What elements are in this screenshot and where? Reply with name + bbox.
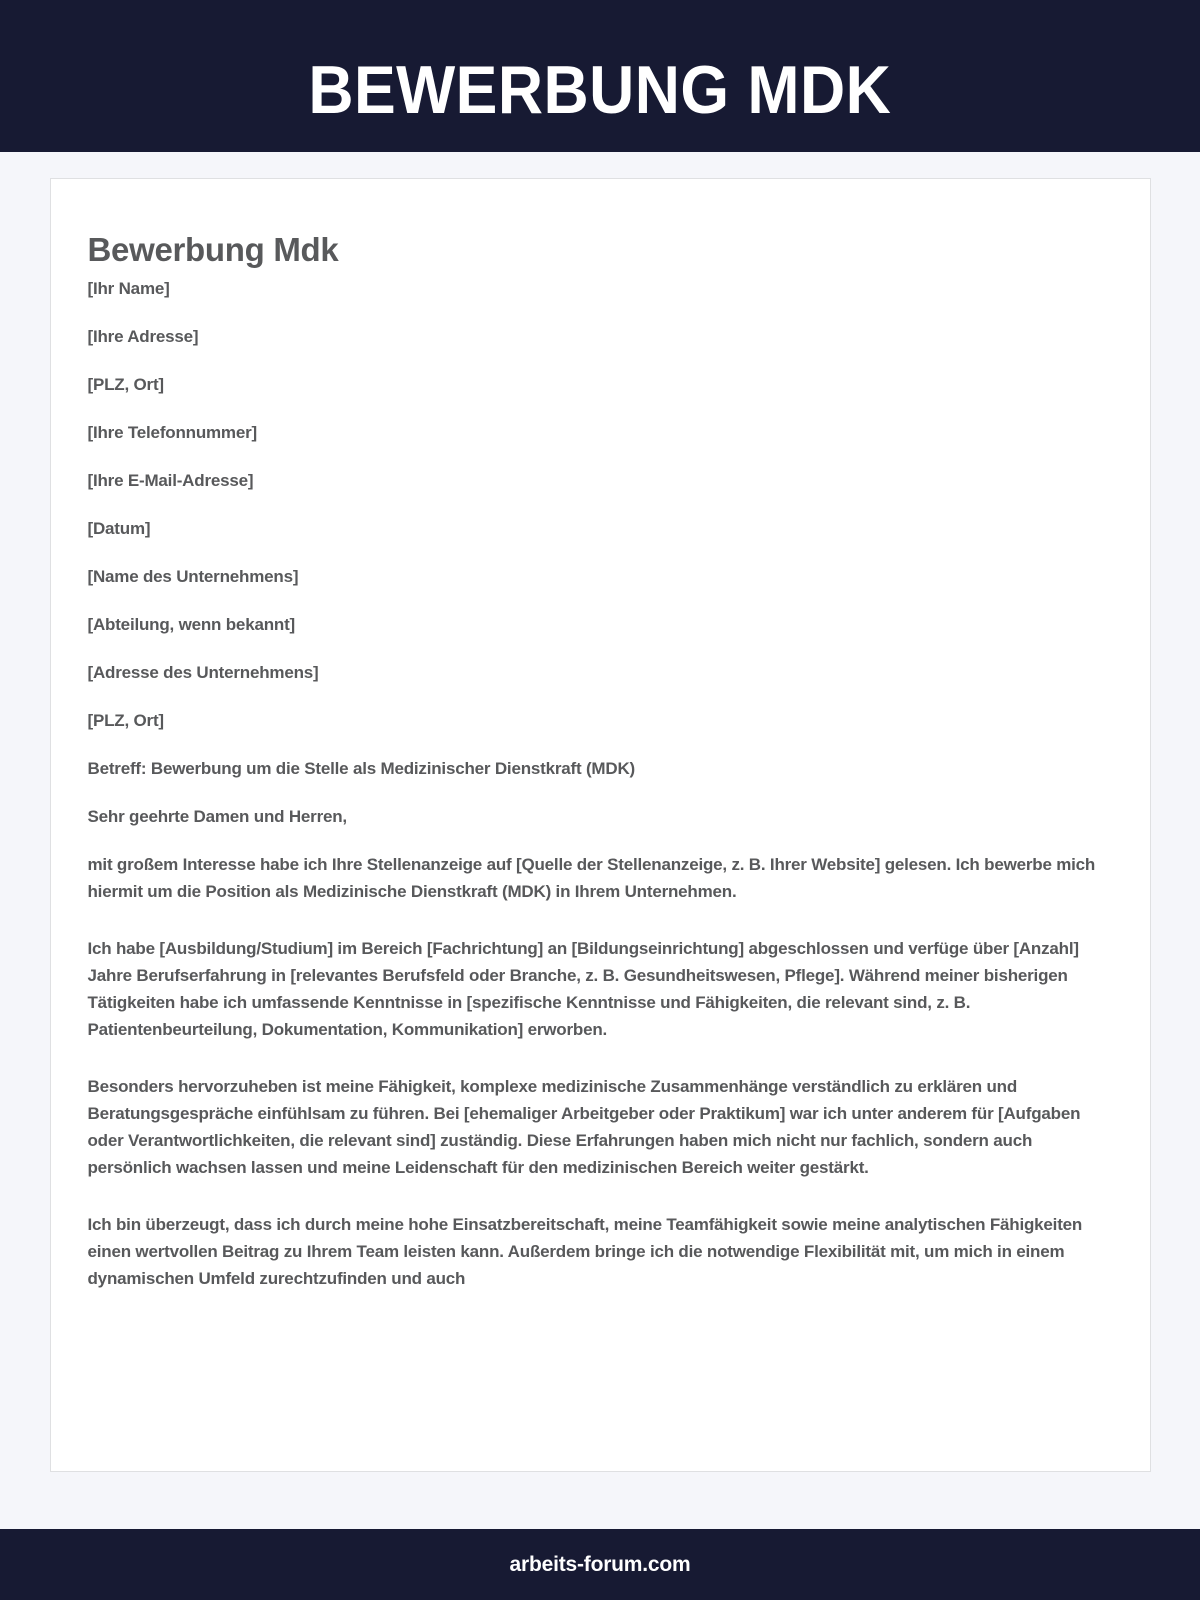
sender-city-line: [PLZ, Ort]	[87, 375, 164, 394]
company-department-line: [Abteilung, wenn bekannt]	[87, 615, 295, 634]
sender-address-line: [Ihre Adresse]	[87, 327, 199, 346]
sender-phone-line: [Ihre Telefonnummer]	[87, 423, 257, 442]
letter-title: Bewerbung Mdk	[87, 231, 339, 268]
body-paragraph-3: Besonders hervorzuheben ist meine Fähigkeit, komplexe medizinische Zusammenhänge verständlich zu erklären und Beratungsgespräche einfühlsam zu führen. Bei [ehemaliger Arbeitgeber oder Praktikum] war ich unter anderem für [Aufgaben oder Verantwortlichkeiten, die relevant sind] zuständig. Diese Erfahrungen haben mich nicht nur fachlich, sondern auch persönlich wachsen lassen und meine Leidenschaft für den medizinischen Bereich weiter gestärkt.	[87, 1077, 1081, 1177]
company-city-line: [PLZ, Ort]	[87, 711, 164, 730]
footer-site-name: arbeits-forum.com	[509, 1552, 691, 1576]
date-line: [Datum]	[87, 519, 151, 538]
page-header	[0, 0, 1200, 152]
page-title: BEWERBUNG MDK	[308, 52, 892, 128]
body-paragraph-1: mit großem Interesse habe ich Ihre Stellenanzeige auf [Quelle der Stellenanzeige, z. B. Ihrer Website] gelesen. Ich bewerbe mich hiermit um die Position als Medizinische Dienstkraft (MDK) in Ihrem Unternehmen.	[87, 855, 1096, 901]
salutation-line: Sehr geehrte Damen und Herren,	[87, 807, 347, 826]
sender-email-line: [Ihre E-Mail-Adresse]	[87, 471, 254, 490]
subject-line: Betreff: Bewerbung um die Stelle als Medizinischer Dienstkraft (MDK)	[87, 759, 635, 778]
page-main	[0, 152, 1200, 1529]
letter-card	[50, 178, 1151, 1472]
company-name-line: [Name des Unternehmens]	[87, 567, 299, 586]
page-footer	[0, 1529, 1200, 1600]
company-address-line: [Adresse des Unternehmens]	[87, 663, 319, 682]
sender-name-line: [Ihr Name]	[87, 279, 170, 298]
body-paragraph-4: Ich bin überzeugt, dass ich durch meine hohe Einsatzbereitschaft, meine Teamfähigkeit sowie meine analytischen Fähigkeiten einen wertvollen Beitrag zu Ihrem Team leisten kann. Außerdem bringe ich die notwendige Flexibilität mit, um mich in einem dynamischen Umfeld zurechtzufinden und auch	[87, 1215, 1083, 1288]
body-paragraph-2: Ich habe [Ausbildung/Studium] im Bereich [Fachrichtung] an [Bildungseinrichtung] abgeschlossen und verfüge über [Anzahl] Jahre Berufserfahrung in [relevantes Berufsfeld oder Branche, z. B. Gesundheitswesen, Pflege]. Während meiner bisherigen Tätigkeiten habe ich umfassende Kenntnisse in [spezifische Kenntnisse und Fähigkeiten, die relevant sind, z. B. Patientenbeurteilung, Dokumentation, Kommunikation] erworben.	[87, 939, 1079, 1039]
